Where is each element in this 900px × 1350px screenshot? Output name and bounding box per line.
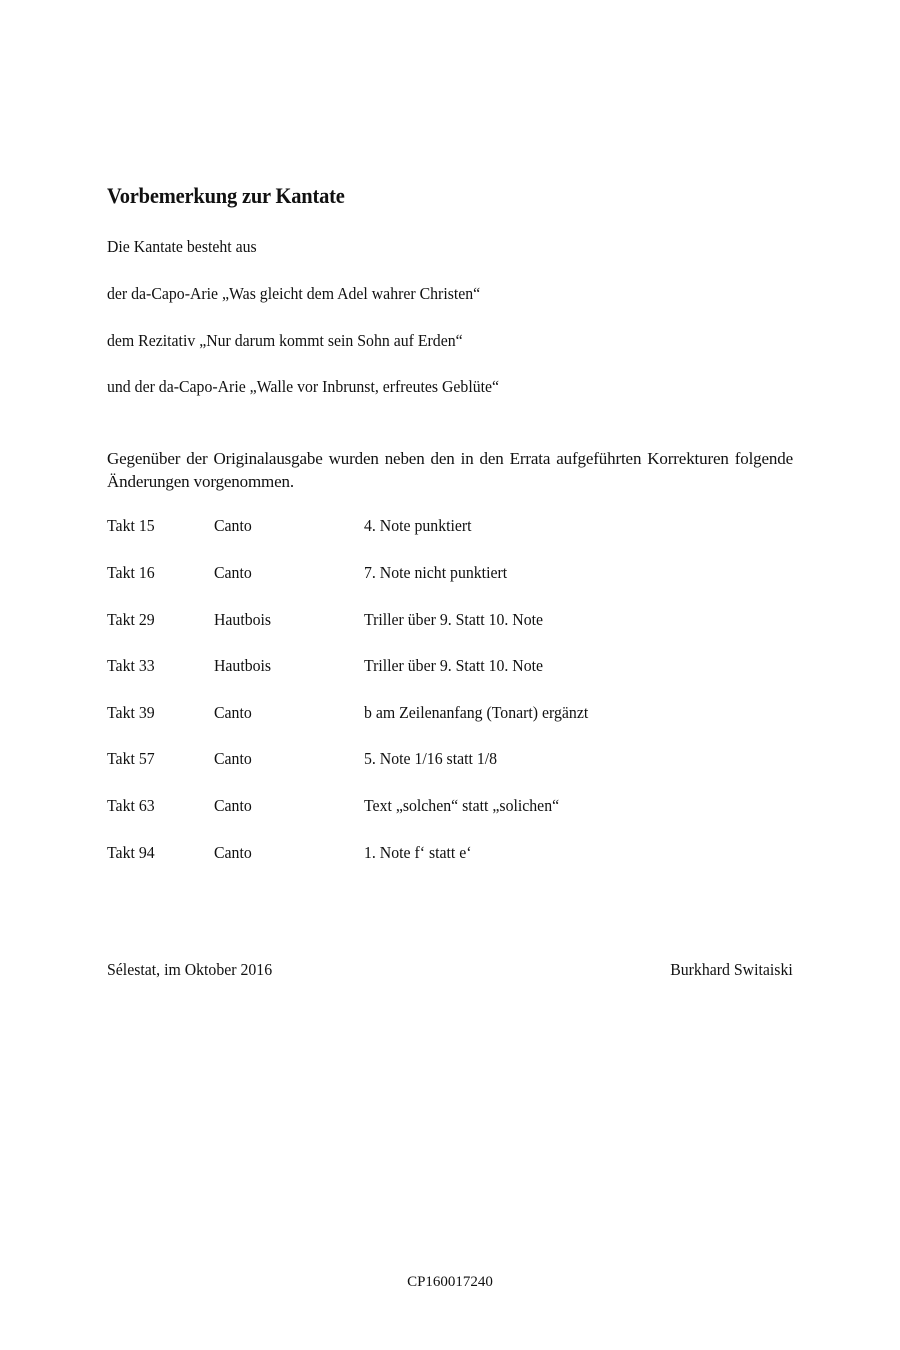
correction-change: Text „solchen“ statt „solichen“	[364, 796, 560, 815]
part-aria-1: der da-Capo-Arie „Was gleicht dem Adel wahrer Christen“	[107, 284, 481, 303]
correction-takt: Takt 16	[107, 563, 155, 582]
correction-change: 4. Note punktiert	[364, 516, 472, 535]
changes-paragraph	[107, 447, 793, 493]
changes-paragraph-text: Gegenüber der Originalausgabe wurden neben den in den Errata aufgeführten Korrekturen folgende Änderungen vorgenommen.	[107, 449, 793, 491]
correction-takt: Takt 33	[107, 656, 155, 675]
correction-takt: Takt 29	[107, 610, 155, 629]
correction-voice: Hautbois	[214, 656, 272, 675]
correction-takt: Takt 15	[107, 516, 155, 535]
correction-takt: Takt 63	[107, 796, 155, 815]
author-name: Burkhard Switaiski	[670, 960, 793, 979]
correction-voice: Canto	[214, 703, 252, 722]
correction-voice: Canto	[214, 563, 252, 582]
correction-change: 7. Note nicht punktiert	[364, 563, 508, 582]
correction-change: 1. Note f‘ statt e‘	[364, 843, 472, 862]
document-title: Vorbemerkung zur Kantate	[107, 183, 345, 208]
correction-voice: Hautbois	[214, 610, 272, 629]
correction-voice: Canto	[214, 516, 252, 535]
document-code: CP160017240	[407, 1274, 493, 1290]
correction-voice: Canto	[214, 843, 252, 862]
correction-change: b am Zeilenanfang (Tonart) ergänzt	[364, 703, 589, 722]
correction-change: Triller über 9. Statt 10. Note	[364, 610, 544, 629]
correction-takt: Takt 94	[107, 843, 155, 862]
correction-takt: Takt 39	[107, 703, 155, 722]
correction-voice: Canto	[214, 749, 252, 768]
part-aria-2: und der da-Capo-Arie „Walle vor Inbrunst, erfreutes Geblüte“	[107, 377, 500, 396]
intro-line: Die Kantate besteht aus	[107, 237, 257, 256]
correction-change: Triller über 9. Statt 10. Note	[364, 656, 544, 675]
part-recitative: dem Rezitativ „Nur darum kommt sein Sohn auf Erden“	[107, 331, 463, 350]
correction-voice: Canto	[214, 796, 252, 815]
correction-takt: Takt 57	[107, 749, 155, 768]
place-date: Sélestat, im Oktober 2016	[107, 960, 273, 979]
correction-change: 5. Note 1/16 statt 1/8	[364, 749, 498, 768]
